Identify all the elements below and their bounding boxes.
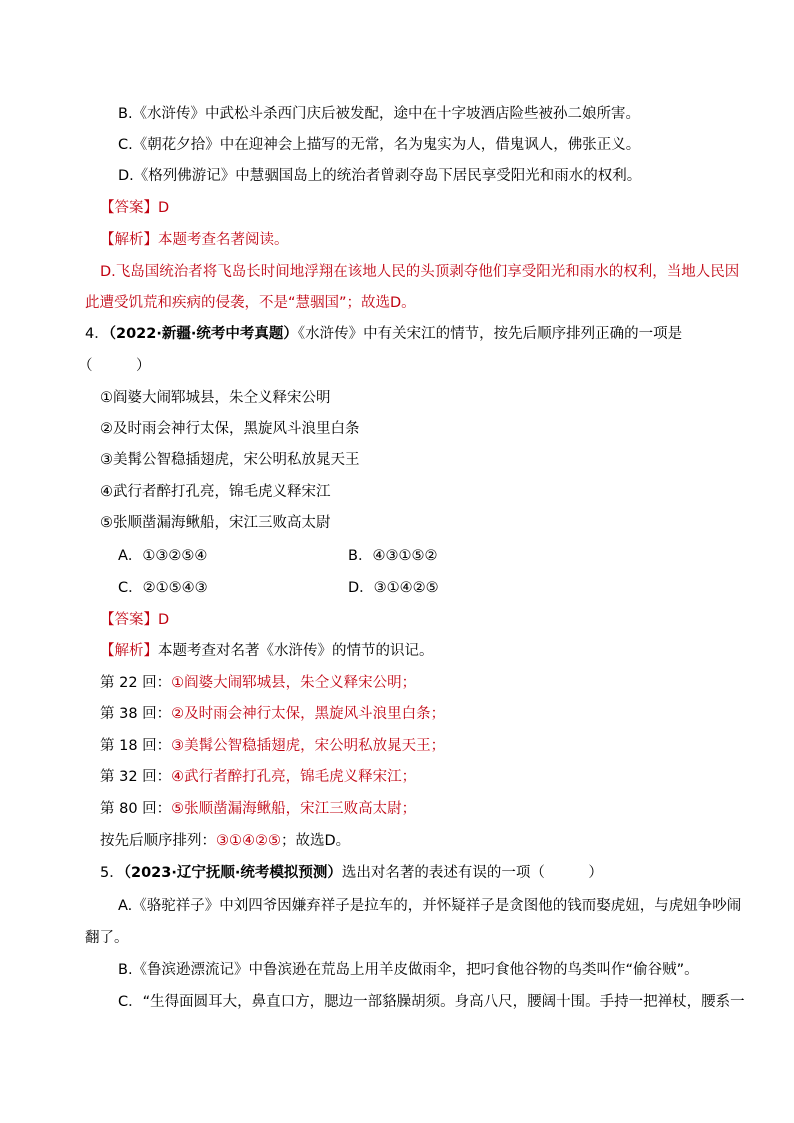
order-suffix: ；故选D。 <box>281 833 351 849</box>
q4-option-d: D．③①④②⑤ <box>348 580 439 596</box>
analysis-text: 本题考查名著阅读。 <box>158 232 289 248</box>
q4-item-4: ④武行者醉打孔亮，锦毛虎义释宋江 <box>100 484 331 500</box>
q4-option-a: A．①③②⑤④ <box>118 548 208 564</box>
q4-item-2: ②及时雨会神行太保，黑旋风斗浪里白条 <box>100 421 360 437</box>
q4-chapter-line <box>100 673 416 693</box>
chapter-number: 第 80 回： <box>100 801 172 817</box>
q3-option-d: D.《格列佛游记》中慧骃国岛上的统治者曾剥夺岛下居民享受阳光和雨水的权利。 <box>118 168 642 184</box>
chapter-number: 第 22 回： <box>100 675 172 691</box>
chapter-text: ④武行者醉打孔亮，锦毛虎义释宋江； <box>171 769 417 785</box>
answer-label: 【答案】 <box>100 612 158 628</box>
q4-chapter-line <box>100 704 445 724</box>
q4-chapter-line <box>100 799 416 819</box>
q5-stem-text: 选出对名著的表述有误的一项（ ） <box>341 865 603 881</box>
q3-option-c: C.《朝花夕拾》中在迎神会上描写的无常，名为鬼实为人，借鬼讽人，佛张正义。 <box>118 137 641 153</box>
q4-chapter-line <box>100 736 445 756</box>
q3-explanation-line-2: 此遭受饥荒和疾病的侵袭，不是“慧骃国”；故选D。 <box>85 295 416 311</box>
q4-item-5: ⑤张顺凿漏海鳅船，宋江三败高太尉 <box>100 515 331 531</box>
q5-option-b: B.《鲁滨逊漂流记》中鲁滨逊在荒岛上用羊皮做雨伞，把叼食他谷物的鸟类叫作“偷谷贼”。 <box>118 962 699 978</box>
q5-stem <box>100 863 603 883</box>
chapter-text: ①阎婆大闹郓城县，朱仝义释宋公明； <box>171 675 417 691</box>
chapter-number: 第 18 回： <box>100 738 172 754</box>
q4-stem <box>85 324 682 344</box>
q4-item-3: ③美髯公智稳插翅虎，宋公明私放晁天王 <box>100 452 360 468</box>
q5-option-c: C．“生得面圆耳大，鼻直口方，腮边一部貉臊胡须。身高八尺，腰阔十围。手持一把禅杖，腰系一 <box>118 994 745 1010</box>
q4-chapter-line <box>100 767 416 787</box>
q4-option-c: C．②①⑤④③ <box>118 580 208 596</box>
order-value: ③①④②⑤ <box>216 833 281 849</box>
q4-analysis <box>100 641 434 661</box>
q5-source: （2023·辽宁抚顺·统考模拟预测） <box>123 865 342 881</box>
q4-order-conclusion <box>100 831 350 851</box>
analysis-text: 本题考查对名著《水浒传》的情节的识记。 <box>158 643 434 659</box>
q4-number: 4． <box>85 326 109 342</box>
analysis-label: 【解析】 <box>100 232 158 248</box>
q4-stem-text: 《水浒传》中有关宋江的情节，按先后顺序排列正确的一项是 <box>297 326 683 342</box>
answer-value: D <box>158 200 170 216</box>
q3-analysis <box>100 230 289 250</box>
answer-value: D <box>158 612 170 628</box>
chapter-text: ⑤张顺凿漏海鳅船，宋江三败高太尉； <box>171 801 417 817</box>
q4-item-1: ①阎婆大闹郓城县，朱仝义释宋公明 <box>100 390 331 406</box>
q5-option-a-line-1: A.《骆驼祥子》中刘四爷因嫌弃祥子是拉车的，并怀疑祥子是贪图他的钱而娶虎妞，与虎妞争吵闹 <box>118 898 742 914</box>
answer-label: 【答案】 <box>100 200 158 216</box>
q4-answer-blank: （ ） <box>78 358 151 374</box>
q5-option-a-line-2: 翻了。 <box>85 930 129 946</box>
q3-answer <box>100 198 169 218</box>
q3-explanation-line-1: D.飞岛国统治者将飞岛长时间地浮翔在该地人民的头顶剥夺他们享受阳光和雨水的权利，当地人民因 <box>100 264 740 280</box>
analysis-label: 【解析】 <box>100 643 158 659</box>
chapter-number: 第 38 回： <box>100 706 172 722</box>
q4-source: （2022·新疆·统考中考真题） <box>108 326 298 342</box>
q3-option-b: B.《水浒传》中武松斗杀西门庆后被发配，途中在十字坡酒店险些被孙二娘所害。 <box>118 106 641 122</box>
chapter-text: ③美髯公智稳插翅虎，宋公明私放晁天王； <box>171 738 446 754</box>
q4-option-b: B．④③①⑤② <box>348 548 438 564</box>
q5-number: 5． <box>100 865 124 881</box>
chapter-text: ②及时雨会神行太保，黑旋风斗浪里白条； <box>171 706 446 722</box>
chapter-number: 第 32 回： <box>100 769 172 785</box>
q4-answer <box>100 610 169 630</box>
order-prefix: 按先后顺序排列： <box>100 833 216 849</box>
